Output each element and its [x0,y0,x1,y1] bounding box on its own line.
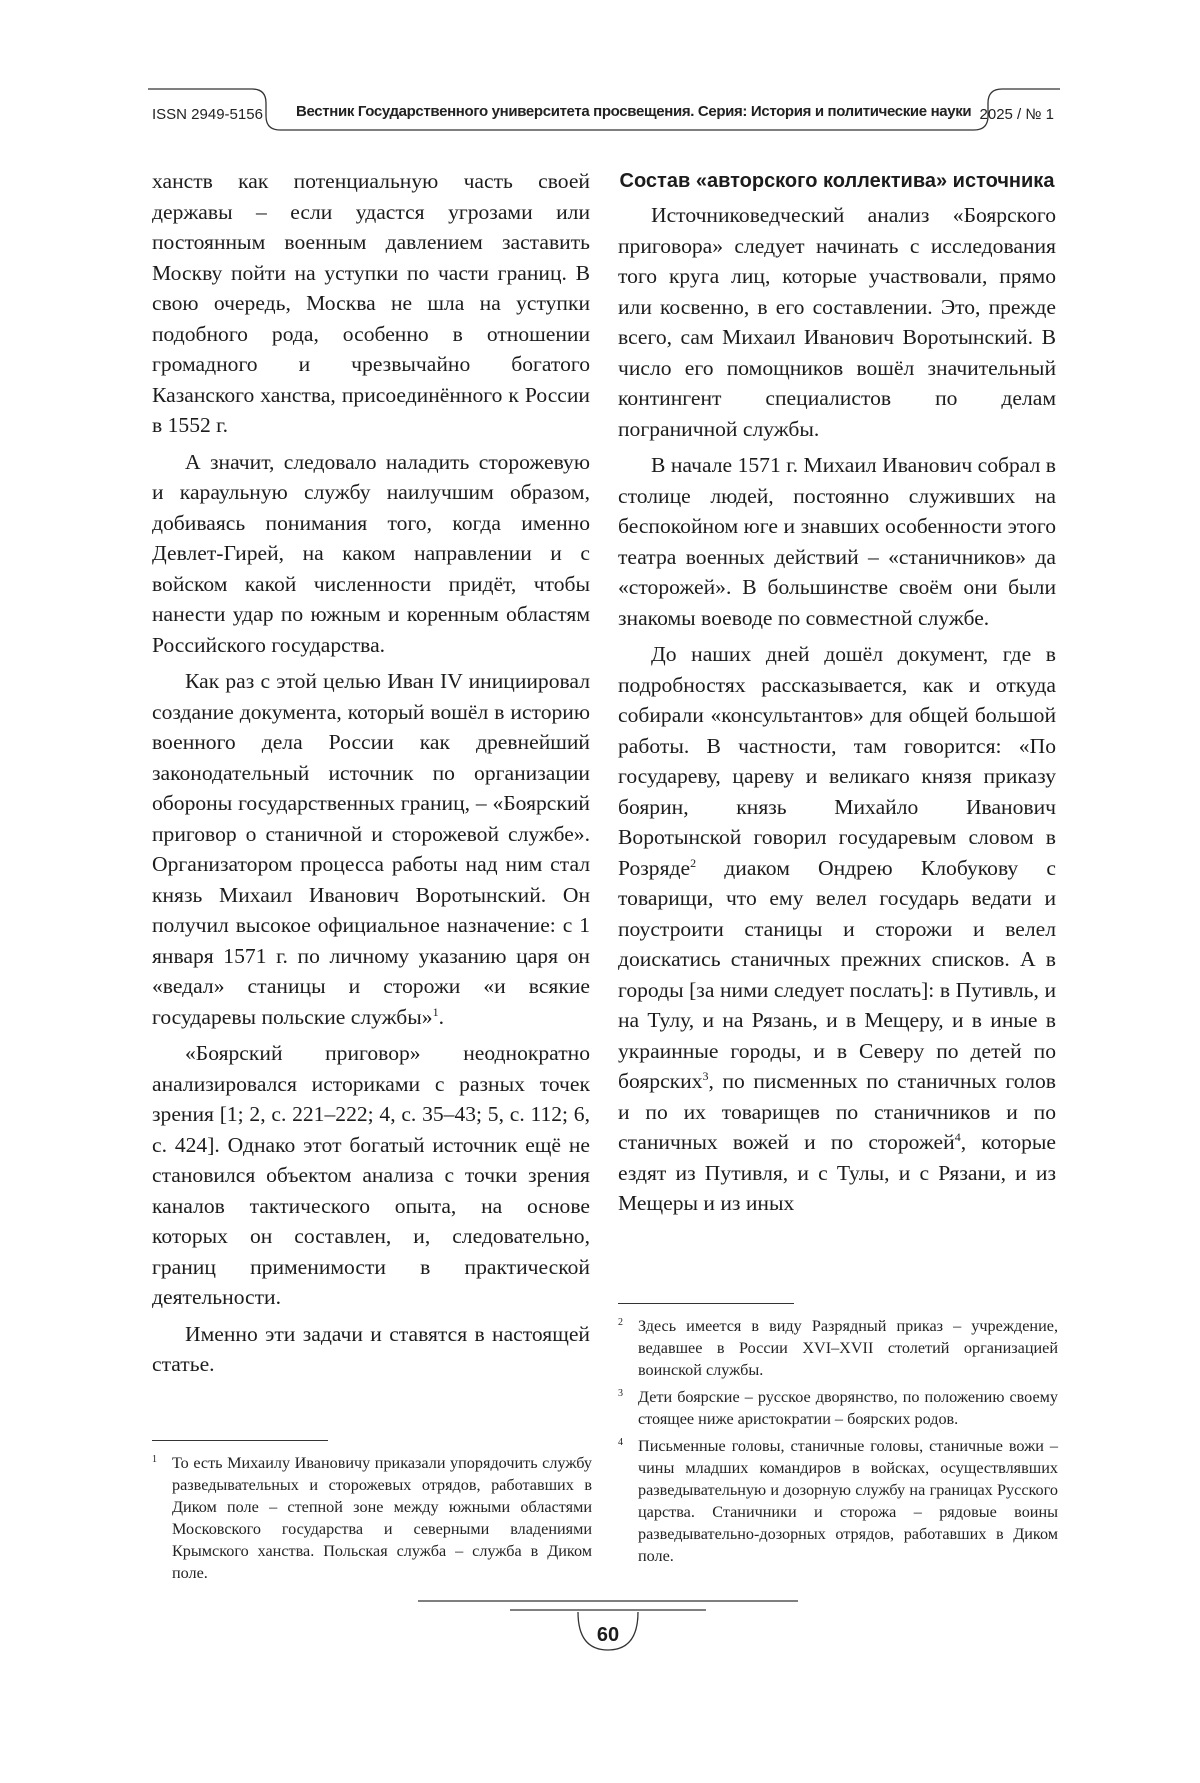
paragraph-text: До наших дней дошёл документ, где в подробностях рассказывается, как и откуда собирали «консультантов» для общей большой работы. В частности, там говорится: «По государеву, цареву и великаго князя приказу боярин, князь Михайло Иванович Воротынской говорил государевым словом в Розряде [618,642,1056,880]
section-title: Состав «авторского коллектива» источника [619,170,1055,192]
paragraph [618,639,1056,1219]
footnote [152,1452,592,1584]
issue-number: 2025 / № 1 [979,106,1054,123]
footnote [618,1435,1058,1567]
footnote-ref: 4 [954,1129,961,1144]
left-column [152,166,590,1380]
page-number: 60 [596,1624,620,1646]
footnotes-right [618,1315,1058,1572]
paragraph-text: , которые ездят из Путивля, и с Тулы, и с Рязани, и из Мещеры и из иных [618,1130,1057,1215]
footnote-number: 2 [618,1317,623,1328]
paragraph-text: , по писменных по станичных голов и по их товарищев по станичников и по станичных вожей и по сторожей [618,1069,1056,1154]
paragraph-text: диаком Ондрею Клобукову с товарищи, что ему велел государь ведати и поустроити станицы и сторожи и велел доискатись станичных прежних списков. А в городы [за ними следует послать]: в Путивль, и на Тулу, и на Рязань, и в Мещеру, и в иные в украинные городы, и в Северу по детей по боярских [618,855,1056,1093]
paragraph: В начале 1571 г. Михаил Иванович собрал в столице людей, постоянно служивших на беспокойном юге и знавших особенности этого театра военных действий – «станичников» да «сторожей». В большинстве своём они были знакомы воеводе по совместной службе. [618,453,1056,630]
footnote-text: Здесь имеется в виду Разрядный приказ – учреждение, ведавшее в России XVI–XVII столетий организацией воинской службы. [638,1317,1058,1379]
paragraph: Именно эти задачи и ставятся в настоящей статье. [152,1321,590,1376]
paragraph-text: Как раз с этой целью Иван IV инициировал создание документа, который вошёл в историю военного дела России как древнейший законодательный источник по организации обороны государственных границ, – «Боярский приговор о станичной и сторожевой службе». Организатором процесса работы над ним стал князь Михаил Иванович Воротынский. Он получил высокое официальное назначение: с 1 января 1571 г. по личному указанию царя он «ведал» станицы и сторожи «и всякие государевы польские службы» [152,669,590,1029]
footnote-number: 3 [618,1388,623,1399]
footnote-separator [152,1440,328,1441]
footnote-text: Дети боярские – русское дворянство, по положению своему стоящее ниже аристократии – боярских родов. [638,1388,1058,1428]
footnote-text: То есть Михаилу Ивановичу приказали упорядочить службу разведывательных и сторожевых отрядов, работавших в Диком поле – степной зоне между южными областями Московского государства и северными владениями Крымского ханства. Польская служба – служба в Диком поле. [172,1454,592,1582]
journal-title: Вестник Государственного университета просвещения. Серия: История и политические науки [296,103,972,120]
footnote-ref: 1 [432,1004,439,1019]
paragraph-end: . [438,1004,444,1029]
footnote-text: Письменные головы, станичные головы, станичные вожи – чины младших командиров в войсках, осуществлявших разведывательную и дозорную службу на границах Русского царства. Станичники и сторожа – рядовые воины разведывательно-дозорных отрядов, работавших в Диком поле. [638,1437,1058,1565]
paragraph: Источниковедческий анализ «Боярского приговора» следует начинать с исследования того круга лиц, которые участвовали, прямо или косвенно, в его составлении. Это, прежде всего, сам Михаил Иванович Воротынский. В число его помощников вошёл значительный контингент специалистов по делам пограничной службы. [618,203,1056,441]
paragraph: ханств как потенциальную часть своей державы – если удастся угрозами или постоянным военным давлением заставить Москву пойти на уступки по части границ. В свою очередь, Москва не шла на уступки подобного рода, особенно в отношении громадного и чрезвычайно богатого Казанского ханства, присоединённого к России в 1552 г. [152,169,590,437]
issn: ISSN 2949-5156 [152,106,263,123]
footnote-number: 4 [618,1437,623,1448]
running-head [148,88,1060,136]
footnotes-left [152,1452,592,1589]
footnote-ref: 3 [702,1068,709,1083]
footnote [618,1386,1058,1430]
footnote-number: 1 [152,1454,157,1465]
paragraph: А значит, следовало наладить сторожевую и караульную службу наилучшим образом, добиваясь понимания того, когда именно Девлет-Гирей, на каком направлении и с войском какой численности придёт, чтобы нанести удар по южным и коренным областям Российского государства. [152,449,590,657]
footnote-ref: 2 [690,855,697,870]
footnote [618,1315,1058,1381]
footnote-separator [618,1303,794,1304]
right-column [618,167,1056,1219]
paragraph [152,666,590,1032]
paragraph: «Боярский приговор» неоднократно анализировался историками с разных точек зрения [1; 2, с. 221–222; 4, с. 35–43; 5, с. 112; 6, с. 424]. Однако этот богатый источник ещё не становился объектом анализа с точки зрения каналов тактического опыта, на основе которых он составлен, и, следовательно, границ применимости в практической деятельности. [152,1041,590,1309]
page-footer [418,1600,798,1660]
